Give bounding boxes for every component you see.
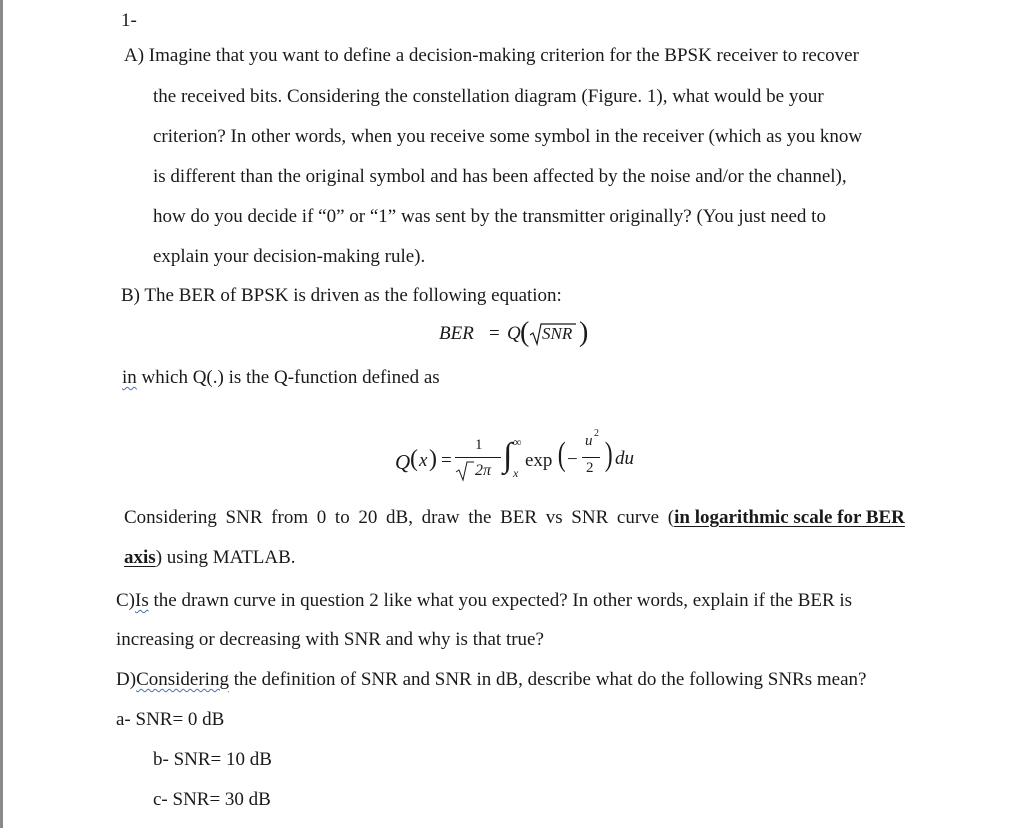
task-word: (in logarithmic scale for BER <box>667 507 905 528</box>
part-c-line-1 <box>116 590 852 612</box>
q-function-equation: Q ( x ) = 1 2π ∫ ∞ x exp ( − u 2 2 ) du <box>395 428 634 480</box>
task-bold-2: axis <box>124 547 156 568</box>
part-a-line-3: criterion? In other words, when you receive some symbol in the receiver (which as you know <box>153 126 863 147</box>
task-word: draw <box>421 507 460 528</box>
exp-label: exp <box>525 450 553 471</box>
ber-close-paren: ) <box>579 317 589 348</box>
page-left-border <box>0 0 3 828</box>
part-d-line <box>116 669 866 691</box>
task-word: dB, <box>386 507 413 528</box>
part-c-line-2: increasing or decreasing with SNR and why is that true? <box>116 629 544 650</box>
ber-equals: = <box>489 323 500 344</box>
task-bold-1: in logarithmic scale for BER <box>674 507 905 528</box>
in-which-rest: which Q(.) is the Q-function defined as <box>136 367 440 388</box>
part-c-label: C) <box>116 590 135 611</box>
part-a-line-6: explain your decision-making rule). <box>153 246 426 267</box>
integral-sign: ∫ <box>503 437 513 474</box>
task-word: the <box>468 507 492 528</box>
part-c-line-1-rest: the drawn curve in question 2 like what you expected? In other words, explain if the BER is <box>148 590 853 611</box>
q-lhs: Q <box>395 450 411 474</box>
task-word: vs <box>545 507 563 528</box>
ber-snr: SNR <box>542 324 573 343</box>
u-squared: 2 <box>594 428 599 439</box>
in-word: in <box>122 367 137 388</box>
part-a-line-2: the received bits. Considering the constellation diagram (Figure. 1), what would be your <box>153 86 824 107</box>
task-word: Considering <box>124 507 217 528</box>
task-word: 0 <box>316 507 327 528</box>
integral-upper: ∞ <box>513 435 522 449</box>
fraction-bar <box>455 457 501 458</box>
task-word: from <box>271 507 309 528</box>
part-c-first-word: Is <box>135 590 149 611</box>
problem-number: 1- <box>121 10 137 31</box>
part-d-first-word: Considering <box>136 669 229 690</box>
task-word: curve <box>616 507 660 528</box>
part-d-rest: the definition of SNR and SNR in dB, describe what do the following SNRs mean? <box>228 669 867 690</box>
task-word: to <box>334 507 350 528</box>
part-b-intro: B) The BER of BPSK is driven as the following equation: <box>121 285 562 306</box>
ber-open-paren: ( <box>520 317 530 348</box>
task-word: 20 <box>358 507 378 528</box>
part-a-line-5: how do you decide if “0” or “1” was sent by the transmitter originally? (You just need to <box>153 206 826 227</box>
task-word: SNR <box>225 507 263 528</box>
q-denominator: 2π <box>475 462 492 479</box>
ber-q: Q <box>507 323 521 344</box>
part-b-task-line-2 <box>124 547 296 569</box>
q-numerator: 1 <box>475 437 483 453</box>
snr-item-c: c- SNR= 30 dB <box>153 789 271 810</box>
sqrt-symbol-2 <box>455 460 475 482</box>
u-numerator: u <box>585 433 593 449</box>
task-word: BER <box>500 507 538 528</box>
q-var: x <box>419 450 428 471</box>
part-a-line-4: is different than the original symbol and has been affected by the noise and/or the channel), <box>153 166 847 187</box>
task-word: SNR <box>571 507 609 528</box>
du: du <box>615 448 634 469</box>
part-a-line-1: A) Imagine that you want to define a decision-making criterion for the BPSK receiver to recover <box>124 45 859 66</box>
ber-lhs: BER <box>439 323 474 344</box>
two-denominator: 2 <box>586 460 594 476</box>
snr-item-a: a- SNR= 0 dB <box>116 709 225 730</box>
part-b-task-line-1 <box>124 507 905 529</box>
part-d-label: D) <box>116 669 137 690</box>
task-post: ) using MATLAB. <box>155 547 296 568</box>
integral-lower: x <box>513 466 519 480</box>
snr-item-b: b- SNR= 10 dB <box>153 749 272 770</box>
in-which-line <box>122 367 440 389</box>
